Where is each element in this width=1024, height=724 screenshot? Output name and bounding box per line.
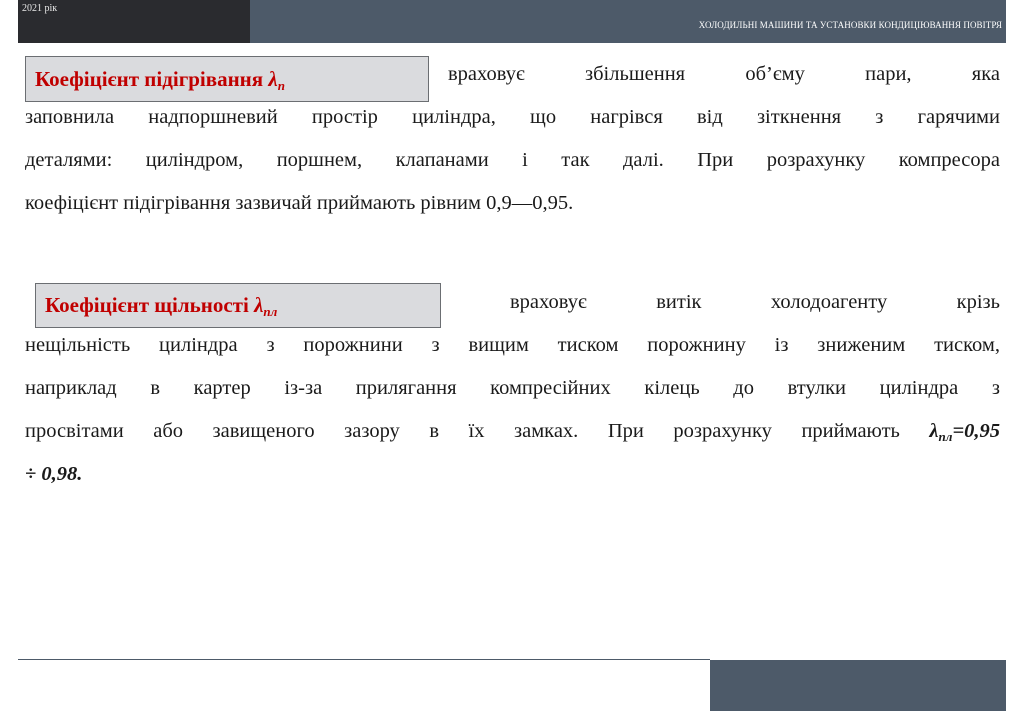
text-line: деталями: циліндром, поршнем, клапанами і так далі. При розрахунку компресора [25,149,1000,171]
paragraph-density-first-line [510,281,1000,324]
term-subscript: п [277,78,285,93]
text-fragment: просвітами або завищеного зазору в їх замках. При розрахунку приймають [25,420,930,442]
term-subscript: пл [263,304,278,319]
text-line-with-value [25,410,1000,453]
value-range-tail: ÷ 0,98. [25,463,83,485]
value-expression [929,420,1000,442]
footer-divider [18,659,710,660]
text-line: нещільність циліндра з порожнини з вищим тиском порожнину із зниженим тиском, [25,334,1000,356]
header-year: 2021 рік [22,3,58,14]
paragraph-heating-body [25,96,1000,225]
term-label: Коефіцієнт підігрівання [35,67,269,91]
header-left-bar [18,0,250,43]
value-subscript: пл [938,429,953,444]
paragraph-density-body [25,324,1000,496]
text-line: наприклад в картер із-за прилягання компресійних кілець до втулки циліндра з [25,377,1000,399]
footer-bar [710,660,1006,711]
term-box-density-coefficient [35,283,441,328]
header-title: ХОЛОДИЛЬНІ МАШИНИ ТА УСТАНОВКИ КОНДИЦІЮВАННЯ ПОВІТРЯ [698,20,1002,30]
value-number: =0,95 [952,420,1000,442]
text-line: враховує збільшення об’єму пари, яка [448,63,1000,85]
text-line: коефіцієнт підігрівання зазвичай приймають рівним 0,9—0,95. [25,192,574,214]
text-line: заповнила надпоршневий простір циліндра, що нагрівся від зіткнення з гарячими [25,106,1000,128]
text-line: враховує витік холодоагенту крізь [510,291,1000,313]
term-symbol: λ [268,67,278,91]
term-symbol: λ [254,293,264,317]
paragraph-heating-first-line [448,53,1000,96]
value-symbol: λ [929,420,939,442]
term-label: Коефіцієнт щільності [45,293,255,317]
header-right-bar [250,0,1006,43]
